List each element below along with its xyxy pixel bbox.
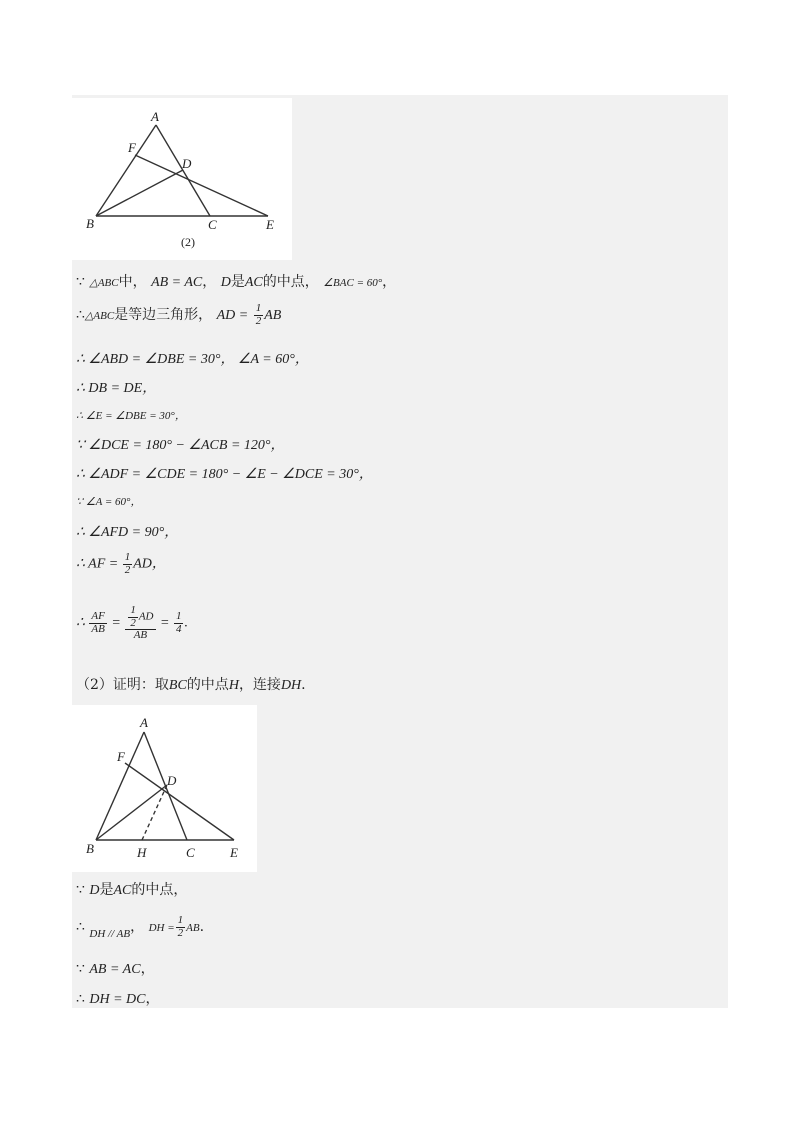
point-label-a: A [151,109,159,124]
point-label-f: F [117,749,125,764]
point-label-d: D [167,773,177,788]
document-panel [72,95,728,1008]
proof-line-14: ∴ $_{DH // AB}$， DH = $\frac{1}{2}$ AB. [76,914,205,941]
point-label-c: C [186,845,195,860]
triangle-figure-2 [72,705,257,872]
triangle-diagram-2 [72,705,257,872]
point-label-d: D [182,156,192,171]
proof-line-6: ∵ ∠DCE = 180° − ∠ACB = 120°， [76,438,285,453]
proof-line-8: ∵ ∠A = 60°， [76,496,142,508]
proof-line-15: ∵ AB = AC， [76,961,155,977]
proof-line-9: ∴ ∠AFD = 90°， [76,525,179,540]
proof-line-1: ∵ △ABC中， AB = AC， D是AC的中点， ∠BAC = 60°， [76,274,397,290]
proof-line-7: ∴ ∠ADF = ∠CDE = 180° − ∠E − ∠DCE = 30°， [76,467,373,482]
proof-line-2: ∴△ABC是等边三角形， AD = $\frac{1}{2}$ AB [76,302,282,327]
proof-line-3: ∴ ∠ABD = ∠DBE = 30°， ∠A = 60°， [76,352,309,367]
proof-line-11: ∴ $\frac{AF}{AB}$ = $\frac{1}{2}$ AD AB = $\frac{1}{4}$ . [76,604,188,642]
proof-line-12: （2）证明：取BC的中点H，连接DH. [76,677,306,693]
point-label-e: E [266,217,274,232]
point-label-h: H [137,845,147,860]
proof-line-10: ∴ AF = $\frac{1}{2}$ AD， [76,551,166,576]
triangle-diagram-1 [72,98,292,260]
proof-line-4: ∴ DB = DE， [76,381,157,396]
triangle-figure-1 [72,98,292,260]
proof-line-13: ∵ D是AC的中点， [76,882,188,898]
figure-caption: (2) [181,235,195,249]
point-label-c: C [208,217,217,232]
point-label-e: E [230,845,238,860]
point-label-b: B [86,841,94,856]
point-label-f: F [128,140,136,155]
proof-line-5: ∴ ∠E = ∠DBE = 30°， [76,410,186,422]
proof-line-16: ∴ DH = DC， [76,991,160,1007]
point-label-a: A [140,715,148,730]
point-label-b: B [86,216,94,231]
